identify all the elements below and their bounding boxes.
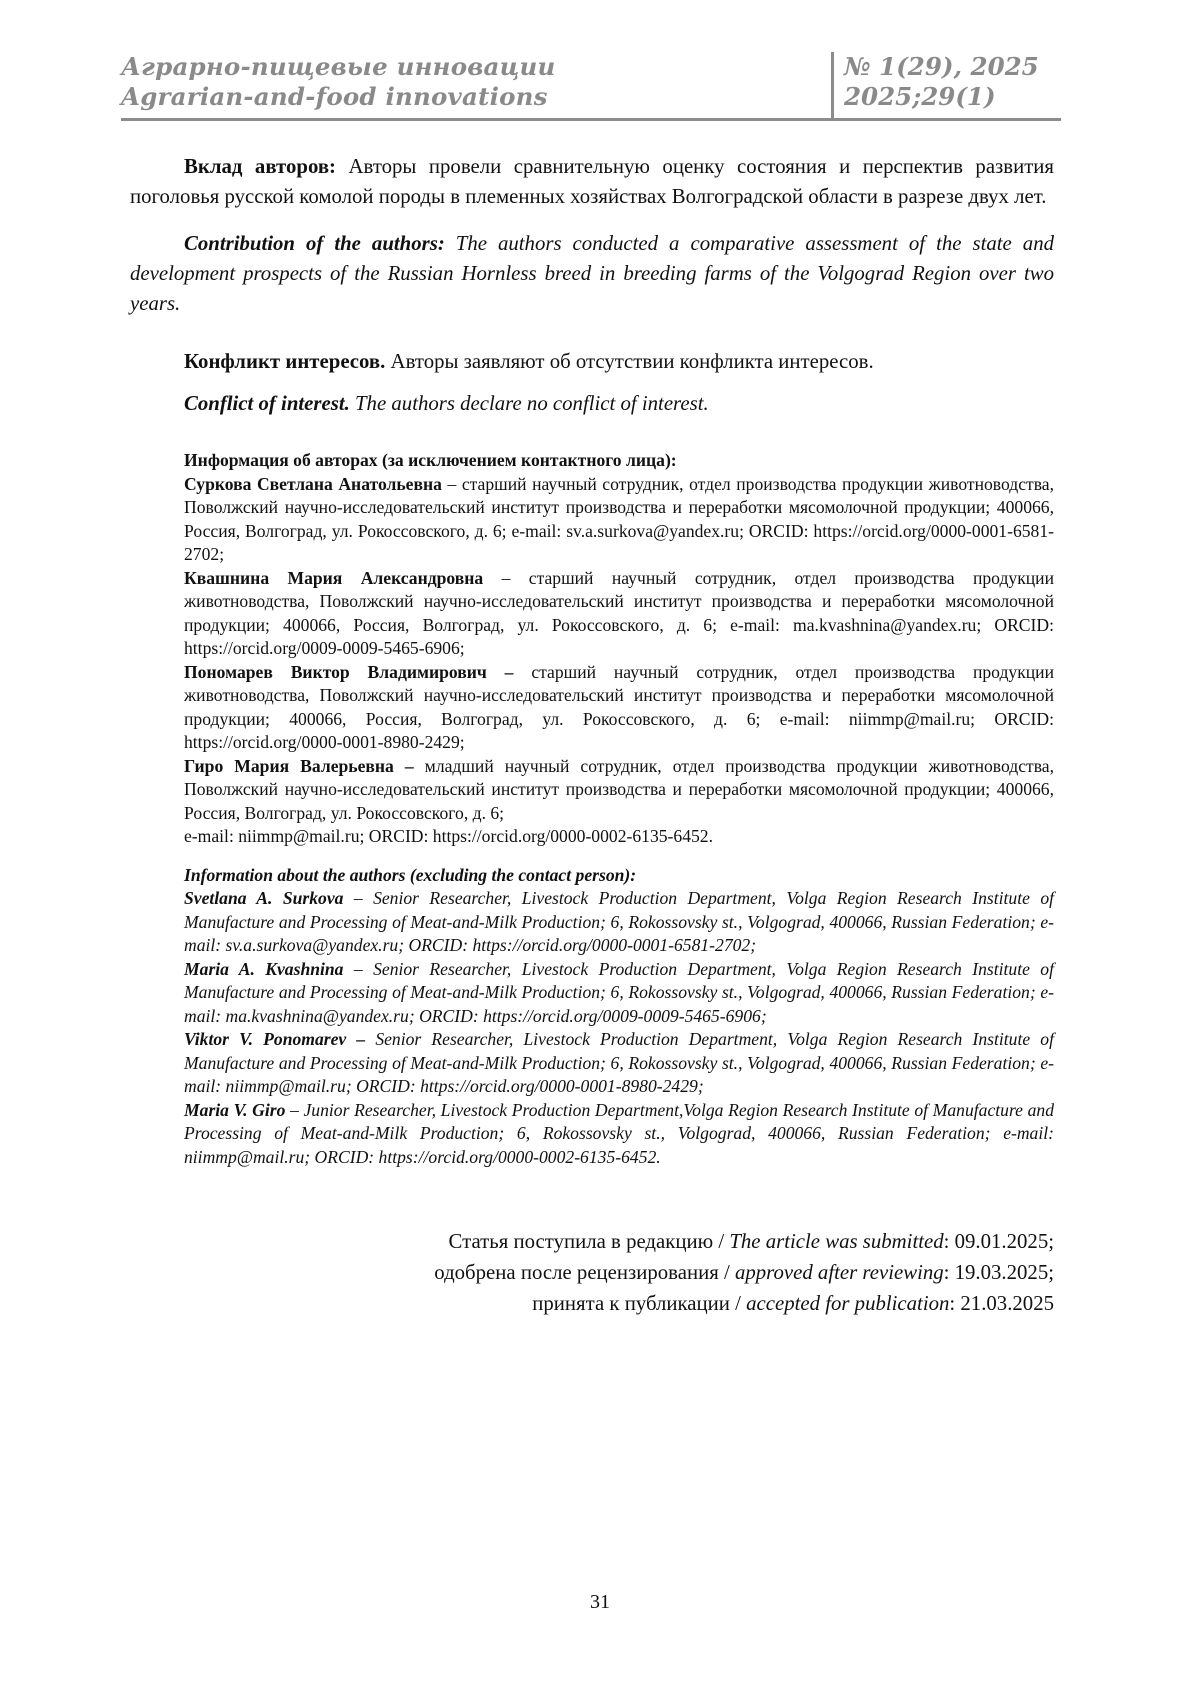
author-ru-text: – старший научный сотрудник, отдел производства продукции животноводства, Поволжский научно-исследовательский институт производства и переработки мясомолочной продукции; 400066, Россия, Волгоград, ул. Рокоссовского, д. 6; e-mail: ma.kvashnina@yandex.ru; ORCID: https://orcid.org/0009-0009-5465-6906; bbox=[184, 568, 1054, 659]
author-ru-item bbox=[184, 567, 1054, 661]
contribution-en-text: The authors conducted a comparative assessment of the state and development prospects of the Russian Hornless breed in breeding farms of the Volgograd Region over two years. bbox=[130, 232, 1054, 315]
author-en-item bbox=[184, 887, 1054, 958]
conflict-en bbox=[130, 389, 1054, 419]
authors-en-section bbox=[184, 864, 1054, 1170]
contribution-en-label: Contribution of the authors: bbox=[184, 232, 445, 255]
date-accepted: принята к публикации / accepted for publication: 21.03.2025 bbox=[434, 1288, 1054, 1319]
author-ru-item bbox=[184, 755, 1054, 826]
author-ru-text: старший научный сотрудник, отдел производства продукции животноводства, Поволжский научно-исследовательский институт производства и переработки мясомолочной продукции; 400066, Россия, Волгоград, ул. Рокоссовского, д. 6; e-mail: niimmp@mail.ru; ORCID: https://orcid.org/0000-0001-8980-2429; bbox=[184, 662, 1054, 753]
page-number: 31 bbox=[0, 1591, 1200, 1614]
conflict-en-text: The authors declare no conflict of interest. bbox=[350, 392, 709, 415]
article-dates bbox=[434, 1226, 1054, 1319]
author-en-text: Senior Researcher, Livestock Production Department, Volga Region Research Institute of Manufacture and Processing of Meat-and-Milk Production; 6, Rokossovsky st., Volgograd, 400066, Russian Federation; e-mail: niimmp@mail.ru; ORCID: https://orcid.org/0000-0001-8980-2429; bbox=[184, 1029, 1054, 1096]
author-en-name: Viktor V. Ponomarev – bbox=[184, 1029, 365, 1049]
author-en-name: Svetlana A. Surkova bbox=[184, 888, 343, 908]
author-en-text: – Junior Researcher, Livestock Production Department,Volga Region Research Institute of Manufacture and Processing of Meat-and-Milk Production; 6, Rokossovsky st., Volgograd, 400066, Russian Federation; e-mail: niimmp@mail.ru; ORCID: https://orcid.org/0000-0002-6135-6452. bbox=[184, 1100, 1054, 1167]
date-approved: одобрена после рецензирования / approved after reviewing: 19.03.2025; bbox=[434, 1257, 1054, 1288]
journal-title-ru: Аграрно-пищевые инновации bbox=[121, 52, 826, 82]
page-body bbox=[130, 152, 1054, 1169]
author-ru-item-cont: e-mail: niimmp@mail.ru; ORCID: https://orcid.org/0000-0002-6135-6452. bbox=[184, 825, 1054, 849]
author-en-name: Maria A. Kvashnina bbox=[184, 959, 343, 979]
conflict-en-label: Conflict of interest. bbox=[184, 392, 350, 415]
author-en-item bbox=[184, 1099, 1054, 1170]
author-en-item bbox=[184, 1028, 1054, 1099]
authors-ru-heading: Информация об авторах (за исключением контактного лица): bbox=[184, 449, 1054, 473]
issue-info bbox=[831, 52, 1072, 118]
contribution-ru-text: Авторы провели сравнительную оценку состояния и перспектив развития поголовья русской комолой породы в племенных хозяйствах Волгоградской области в разрезе двух лет. bbox=[130, 155, 1054, 208]
author-en-text: – Senior Researcher, Livestock Production Department, Volga Region Research Institute of Manufacture and Processing of Meat-and-Milk Production; 6, Rokossovsky st., Volgograd, 400066, Russian Federation; e-mail: sv.a.surkova@yandex.ru; ORCID: https://orcid.org/0000-0001-6581-2702; bbox=[184, 888, 1054, 955]
author-ru-text: младший научный сотрудник, отдел производства продукции животноводства, Поволжский научно-исследовательский институт производства и переработки мясомолочной продукции; 400066, Россия, Волгоград, ул. Рокоссовского, д. 6; bbox=[184, 756, 1054, 823]
contribution-en bbox=[130, 229, 1054, 319]
author-ru-text: – старший научный сотрудник, отдел производства продукции животноводства, Поволжский научно-исследовательский институт производства и переработки мясомолочной продукции; 400066, Россия, Волгоград, ул. Рокоссовского, д. 6; e-mail: sv.a.surkova@yandex.ru; ORCID: https://orcid.org/0000-0001-6581-2702; bbox=[184, 474, 1054, 565]
author-ru-name: Квашнина Мария Александровна bbox=[184, 568, 483, 588]
running-header bbox=[121, 52, 1061, 118]
journal-title-en: Agrarian-and-food innovations bbox=[121, 82, 826, 112]
header-rule bbox=[121, 118, 1061, 121]
author-ru-name: Гиро Мария Валерьевна – bbox=[184, 756, 414, 776]
contribution-ru-label: Вклад авторов: bbox=[184, 155, 336, 178]
conflict-ru-text: Авторы заявляют об отсутствии конфликта интересов. bbox=[385, 350, 873, 373]
issue-en: 2025;29(1) bbox=[844, 82, 1072, 112]
author-ru-name: Пономарев Виктор Владимирович – bbox=[184, 662, 513, 682]
authors-ru-section bbox=[184, 449, 1054, 849]
author-en-item bbox=[184, 958, 1054, 1029]
authors-en-heading: Information about the authors (excluding the contact person): bbox=[184, 864, 1054, 888]
author-en-text: – Senior Researcher, Livestock Production Department, Volga Region Research Institute of Manufacture and Processing of Meat-and-Milk Production; 6, Rokossovsky st., Volgograd, 400066, Russian Federation; e-mail: ma.kvashnina@yandex.ru; ORCID: https://orcid.org/0009-0009-5465-6906; bbox=[184, 959, 1054, 1026]
conflict-ru bbox=[130, 347, 1054, 377]
author-ru-item bbox=[184, 661, 1054, 755]
issue-ru: № 1(29), 2025 bbox=[844, 52, 1072, 82]
date-submitted: Статья поступила в редакцию / The article was submitted: 09.01.2025; bbox=[434, 1226, 1054, 1257]
author-ru-name: Суркова Светлана Анатольевна bbox=[184, 474, 442, 494]
author-en-name: Maria V. Giro bbox=[184, 1100, 285, 1120]
journal-title bbox=[121, 52, 826, 112]
contribution-ru bbox=[130, 152, 1054, 212]
author-ru-item bbox=[184, 473, 1054, 567]
conflict-ru-label: Конфликт интересов. bbox=[184, 350, 385, 373]
